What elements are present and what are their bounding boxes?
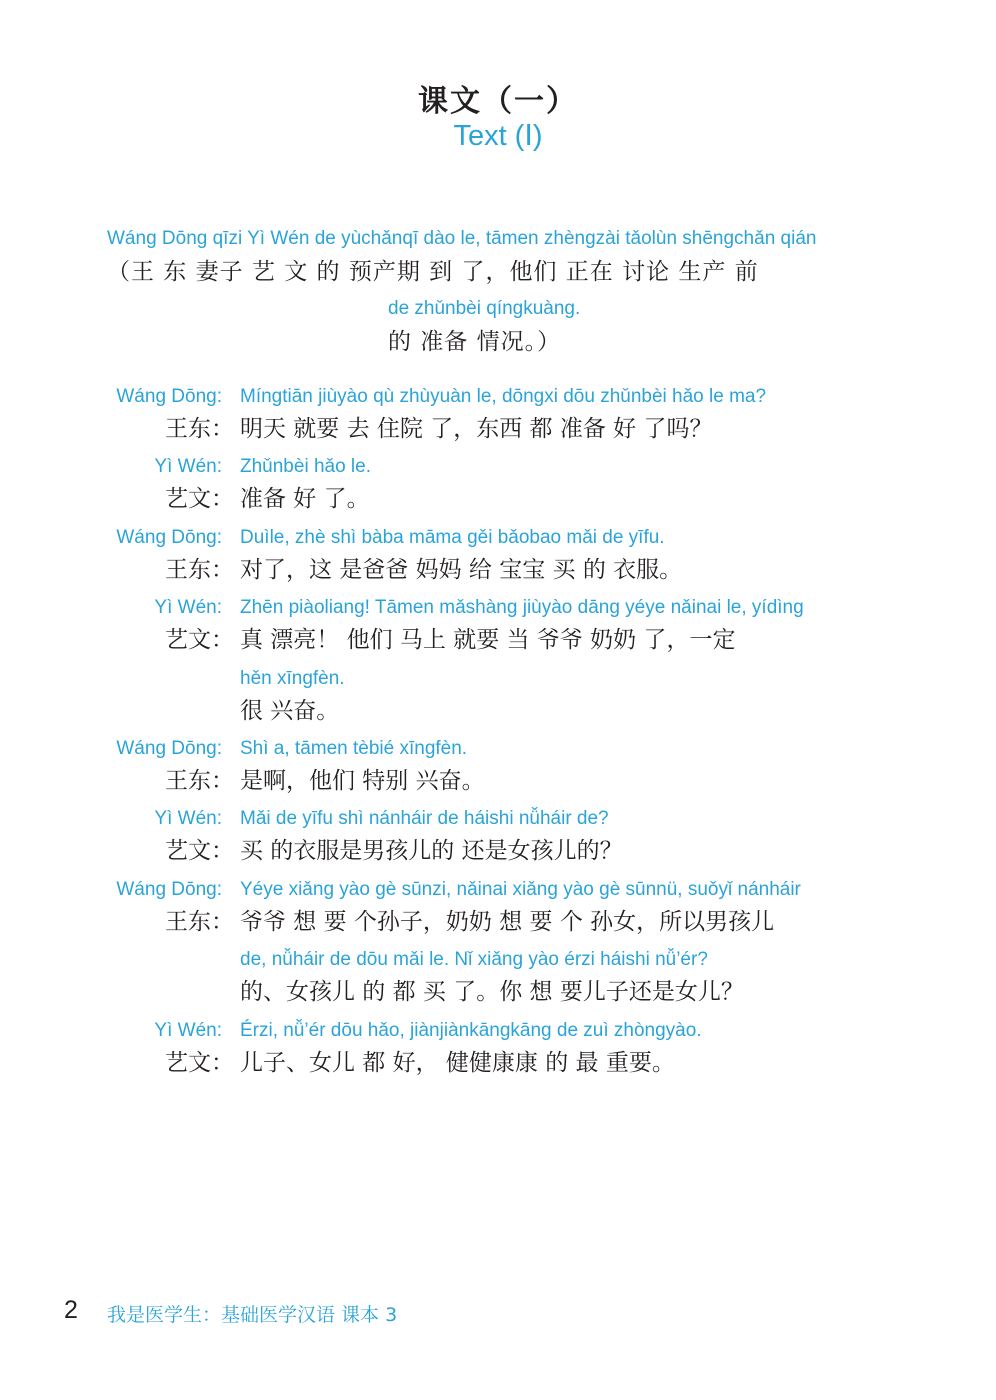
line-hanzi: 真 漂亮！ 他们 马上 就要 当 爷爷 奶奶 了，一定 (240, 627, 736, 653)
speaker-hanzi: 艺文： (165, 486, 234, 512)
lesson-title-chinese: 课文（一） (418, 84, 578, 119)
speaker-pinyin: Wáng Dōng: (116, 386, 222, 407)
line-pinyin: Zhēn piàoliang! Tāmen mǎshàng jiùyào dāng yéye nǎinai le, yídìng (240, 597, 804, 618)
speaker-pinyin: Wáng Dōng: (116, 527, 222, 548)
line-pinyin: Mǎi de yīfu shì nánháir de háishi nǚháir de? (240, 808, 609, 829)
line-pinyin: Zhǔnbèi hǎo le. (240, 456, 371, 477)
speaker-hanzi: 王东： (165, 416, 234, 442)
intro-pinyin-line-2: de zhǔnbèi qíngkuàng. (388, 298, 581, 319)
speaker-hanzi: 艺文： (165, 1050, 234, 1076)
line-pinyin: Yéye xiǎng yào gè sūnzi, nǎinai xiǎng yào gè sūnnü, suǒyǐ nánháir (240, 879, 801, 900)
speaker-pinyin: Yì Wén: (154, 1020, 222, 1041)
line-hanzi: 对了，这 是爸爸 妈妈 给 宝宝 买 的 衣服。 (240, 557, 683, 583)
speaker-hanzi: 王东： (165, 909, 234, 935)
speaker-pinyin: Yì Wén: (154, 456, 222, 477)
line-hanzi: 是啊，他们 特别 兴奋。 (240, 768, 485, 794)
line-hanzi: 准备 好 了。 (240, 486, 370, 512)
line-pinyin: Érzi, nǚ’ér dōu hǎo, jiànjiànkāngkāng de zuì zhòngyào. (240, 1020, 702, 1041)
intro-pinyin-line-1: Wáng Dōng qīzi Yì Wén de yùchǎnqī dào le, tāmen zhèngzài tǎolùn shēngchǎn qián (107, 228, 817, 249)
line-hanzi: 明天 就要 去 住院 了，东西 都 准备 好 了吗？ (240, 416, 713, 442)
line-pinyin: hěn xīngfèn. (240, 668, 345, 689)
line-pinyin: Duìle, zhè shì bàba māma gěi bǎobao mǎi de yīfu. (240, 527, 665, 548)
book-title: 我是医学生：基础医学汉语 课本 3 (107, 1304, 398, 1326)
speaker-pinyin: Yì Wén: (154, 597, 222, 618)
line-hanzi: 儿子、女儿 都 好， 健健康康 的 最 重要。 (240, 1050, 675, 1076)
speaker-pinyin: Yì Wén: (154, 808, 222, 829)
line-hanzi: 很 兴奋。 (240, 698, 340, 724)
line-pinyin: de, nǚháir de dōu mǎi le. Nǐ xiǎng yào érzi háishi nǚ’ér? (240, 949, 708, 970)
speaker-pinyin: Wáng Dōng: (116, 879, 222, 900)
line-hanzi: 买 的衣服是男孩儿的 还是女孩儿的？ (240, 838, 623, 864)
speaker-pinyin: Wáng Dōng: (116, 738, 222, 759)
speaker-hanzi: 艺文： (165, 838, 234, 864)
page-number: 2 (64, 1296, 78, 1324)
line-hanzi: 爷爷 想 要 个孙子，奶奶 想 要 个 孙女，所以男孩儿 (240, 909, 775, 935)
speaker-hanzi: 艺文： (165, 627, 234, 653)
speaker-hanzi: 王东： (165, 768, 234, 794)
lesson-title-english: Text (Ⅰ) (453, 120, 543, 152)
intro-hanzi-line-1: （王 东 妻子 艺 文 的 预产期 到 了，他们 正在 讨论 生产 前 (107, 259, 759, 285)
line-hanzi: 的、女孩儿 的 都 买 了。你 想 要儿子还是女儿？ (240, 979, 744, 1005)
line-pinyin: Míngtiān jiùyào qù zhùyuàn le, dōngxi dōu zhǔnbèi hǎo le ma? (240, 386, 767, 407)
intro-hanzi-line-2: 的 准备 情况。） (388, 329, 562, 355)
line-pinyin: Shì a, tāmen tèbié xīngfèn. (240, 738, 468, 759)
speaker-hanzi: 王东： (165, 557, 234, 583)
